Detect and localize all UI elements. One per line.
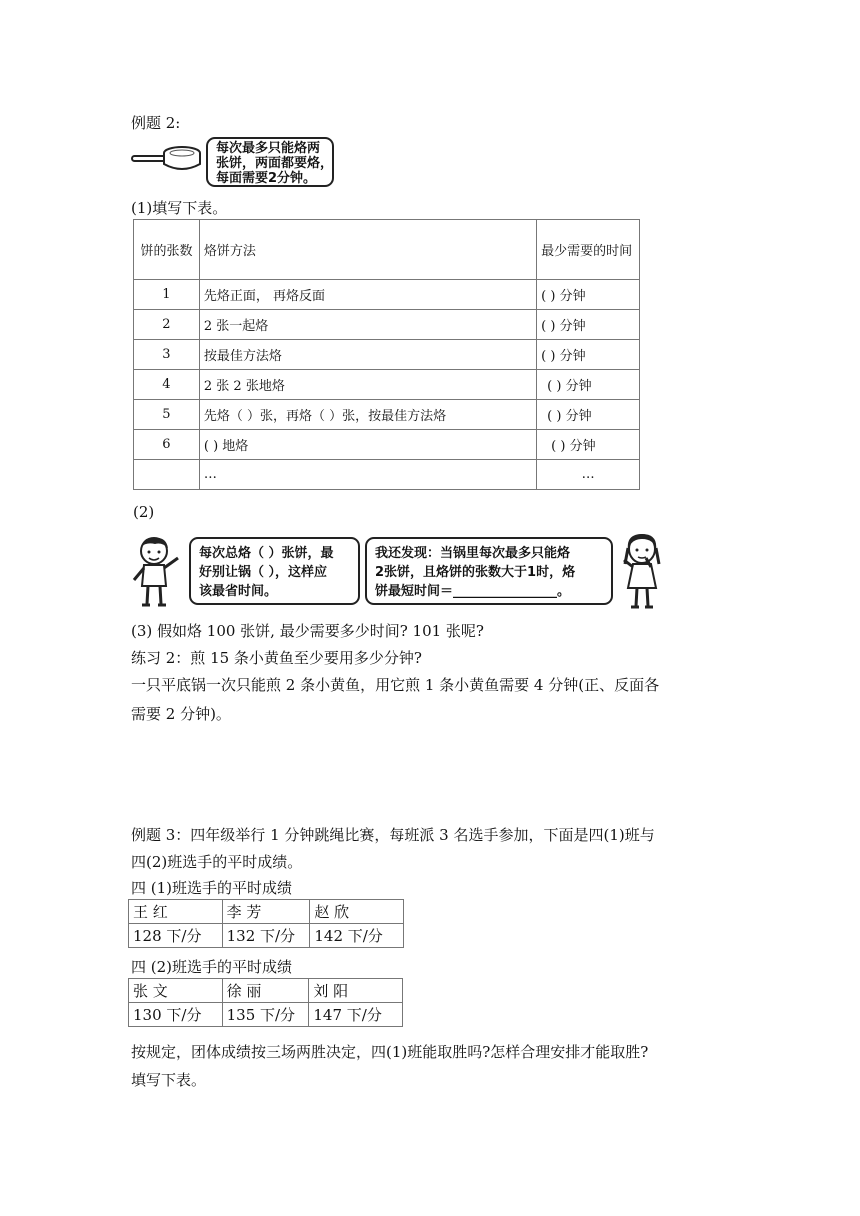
table-row [129,979,403,1003]
player-score: 132 下/分 [222,924,310,948]
cell-time: ( ) 分钟 [537,370,640,400]
cell-time: ( ) 分钟 [537,400,640,430]
table-row [134,370,640,400]
table-row [129,900,404,924]
girl-bubble-line: 我还发现：当锅里每次最多只能烙 [375,546,571,561]
pan-speech-bubble [206,137,334,187]
player-score: 128 下/分 [129,924,223,948]
cell-time: ( ) 分钟 [537,280,640,310]
player-name: 李 芳 [222,900,310,924]
cell-method: 先烙正面， 再烙反面 [199,280,536,310]
player-name: 赵 欣 [310,900,404,924]
table-row [134,310,640,340]
girl-speech-bubble [365,537,613,605]
frying-pan-icon [130,142,202,176]
cell-method: … [199,460,536,490]
header-method: 烙饼方法 [199,220,536,280]
table-row [134,460,640,490]
rule-line: 按规定，团体成绩按三场两胜决定，四(1)班能取胜吗?怎样合理安排才能取胜? [131,1043,649,1061]
exercise2-line: 需要 2 分钟)。 [131,705,231,723]
player-score: 142 下/分 [310,924,404,948]
cell-count: 4 [134,370,200,400]
player-name: 王 红 [129,900,223,924]
pan-bubble-line: 张饼，两面都要烙， [216,156,334,171]
boy-bubble-line: 好别让锅（ ），这样应 [199,565,328,580]
rule-line: 填写下表。 [131,1071,207,1089]
example3-line: 四(2)班选手的平时成绩。 [131,853,303,871]
class1-score-table [128,899,404,948]
header-time: 最少需要的时间 [537,220,640,280]
player-score: 147 下/分 [309,1003,403,1027]
girl-illustration-icon [616,530,668,610]
cell-count: 6 [134,430,200,460]
cell-count: 2 [134,310,200,340]
class1-title: 四 (1)班选手的平时成绩 [131,879,293,897]
table-row [129,1003,403,1027]
cell-count: 1 [134,280,200,310]
boy-illustration-icon [128,534,184,608]
exercise2-title: 练习 2：煎 15 条小黄鱼至少要用多少分钟? [131,649,422,667]
table-row [134,430,640,460]
question-2: (2) [133,503,155,521]
cell-time: … [537,460,640,490]
question-3: (3) 假如烙 100 张饼, 最少需要多少时间? 101 张呢? [131,622,484,640]
cell-count: 3 [134,340,200,370]
cell-method: 先烙（ ）张，再烙（ ）张，按最佳方法烙 [199,400,536,430]
cell-count: 5 [134,400,200,430]
exercise2-line: 一只平底锅一次只能煎 2 条小黄鱼，用它煎 1 条小黄鱼需要 4 分钟(正、反面各 [131,676,660,694]
player-name: 张 文 [129,979,223,1003]
boy-speech-bubble [189,537,360,605]
example3-line: 例题 3：四年级举行 1 分钟跳绳比赛，每班派 3 名选手参加，下面是四(1)班与 [131,826,655,844]
table-row [134,400,640,430]
player-score: 135 下/分 [222,1003,309,1027]
cell-method: ( ) 地烙 [199,430,536,460]
pan-bubble-line: 每面需要2分钟。 [216,171,317,186]
header-count: 饼的张数 [134,220,200,280]
player-score: 130 下/分 [129,1003,223,1027]
cell-method: 2 张 2 张地烙 [199,370,536,400]
cell-time: ( ) 分钟 [537,310,640,340]
cell-method: 按最佳方法烙 [199,340,536,370]
table-header-row [134,220,640,280]
table-row [134,340,640,370]
table-row [129,924,404,948]
cell-time: ( ) 分钟 [537,340,640,370]
player-name: 刘 阳 [309,979,403,1003]
class2-title: 四 (2)班选手的平时成绩 [131,958,293,976]
question-1: (1)填写下表。 [131,199,228,217]
girl-bubble-line: 饼最短时间＝________________。 [375,584,571,599]
cell-count [134,460,200,490]
cell-method: 2 张一起烙 [199,310,536,340]
girl-bubble-line: 2张饼，且烙饼的张数大于1时，烙 [375,565,576,580]
boy-bubble-line: 该最省时间。 [199,584,278,599]
example2-title: 例题 2: [131,114,181,132]
cell-time: ( ) 分钟 [537,430,640,460]
table-row [134,280,640,310]
pan-bubble-line: 每次最多只能烙两 [216,141,321,156]
player-name: 徐 丽 [222,979,309,1003]
boy-bubble-line: 每次总烙（ ）张饼，最 [199,546,334,561]
class2-score-table [128,978,403,1027]
pancake-table [133,219,640,490]
